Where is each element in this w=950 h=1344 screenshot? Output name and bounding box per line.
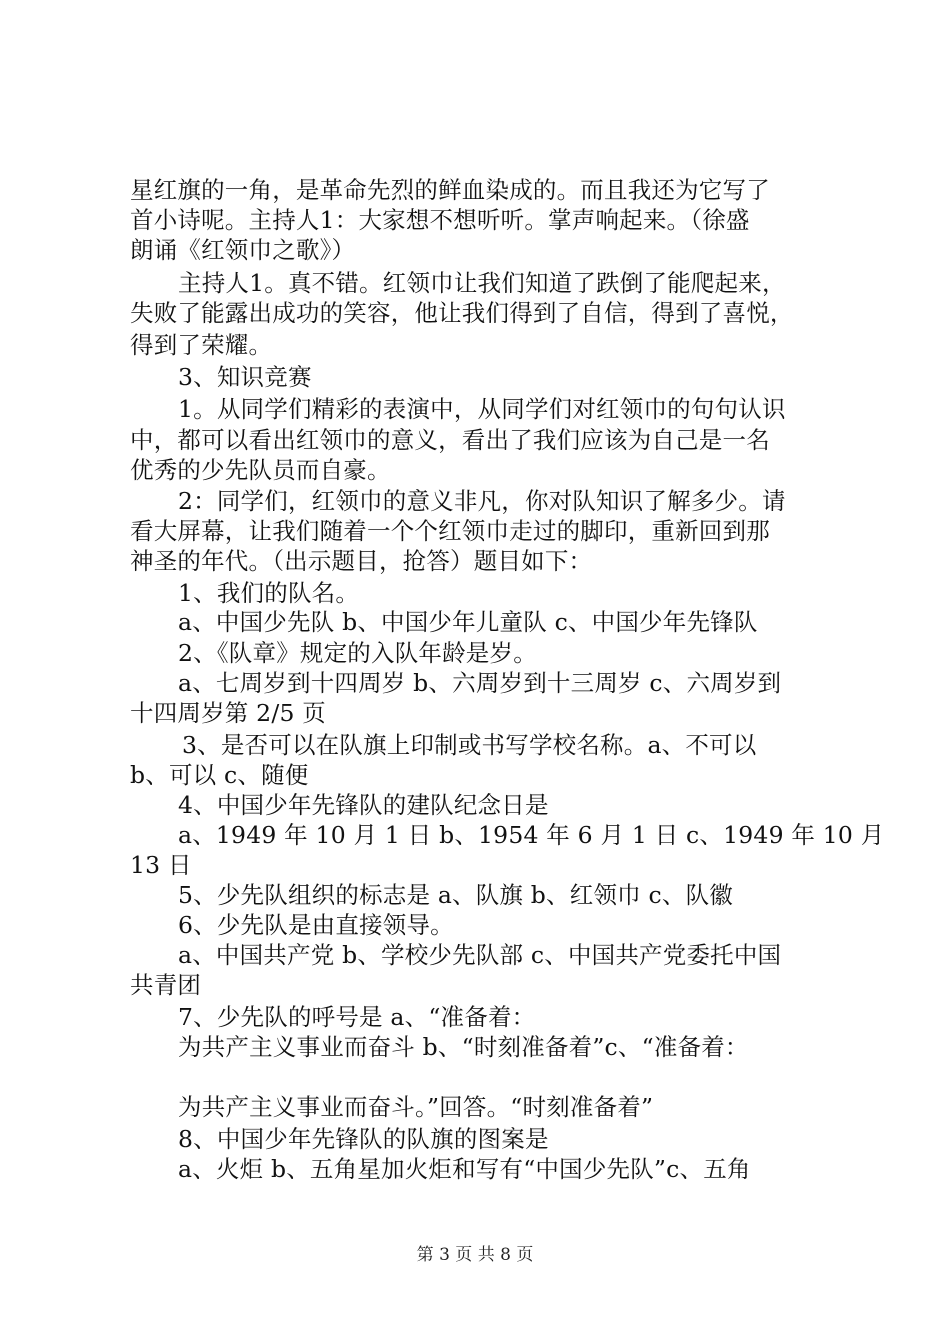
body-line: 中，都可以看出红领巾的意义，看出了我们应该为自己是一名: [130, 426, 770, 454]
answer-options: a、火炬 b、五角星加火炬和写有“中国少先队”c、五角: [178, 1155, 751, 1183]
body-line: 星红旗的一角，是革命先烈的鲜血染成的。而且我还为它写了: [130, 176, 770, 204]
answer-options: 为共产主义事业而奋斗 b、“时刻准备着”c、“准备着：: [178, 1033, 749, 1061]
question-line: 1、我们的队名。: [178, 579, 360, 607]
page-footer: 第 3 页 共 8 页: [416, 1245, 534, 1265]
body-line: 失败了能露出成功的笑容，他让我们得到了自信，得到了喜悦，: [130, 299, 794, 327]
question-line: 5、少先队组织的标志是 a、队旗 b、红领巾 c、队徽: [178, 881, 733, 909]
answer-options: a、七周岁到十四周岁 b、六周岁到十三周岁 c、六周岁到: [178, 669, 782, 697]
answer-options: b、可以 c、随便: [130, 761, 309, 789]
question-line: 8、中国少年先锋队的队旗的图案是: [178, 1125, 549, 1153]
body-line: 2：同学们，红领巾的意义非凡，你对队知识了解多少。请: [178, 487, 786, 515]
question-line: 4、中国少年先锋队的建队纪念日是: [178, 791, 549, 819]
body-line: 得到了荣耀。: [130, 331, 273, 359]
body-line: 首小诗呢。主持人1：大家想不想听听。掌声响起来。（徐盛: [130, 206, 750, 234]
body-line: 1。从同学们精彩的表演中，从同学们对红领巾的句句认识: [178, 395, 786, 423]
answer-options: 共青团: [130, 971, 202, 999]
question-line: 6、少先队是由直接领导。: [178, 911, 454, 939]
body-line: 主持人1。真不错。红领巾让我们知道了跌倒了能爬起来，: [178, 269, 786, 297]
answer-options: 13 日: [130, 851, 192, 879]
body-line: 神圣的年代。（出示题目，抢答）题目如下：: [130, 547, 593, 575]
question-line: 2、《队章》规定的入队年龄是岁。: [178, 639, 537, 667]
body-line: 十四周岁第 2/5 页: [130, 699, 326, 727]
answer-options: a、中国共产党 b、学校少先队部 c、中国共产党委托中国: [178, 941, 782, 969]
answer-options: 为共产主义事业而奋斗。”回答。“时刻准备着”: [178, 1093, 654, 1121]
body-line: 朗诵《红领巾之歌》）: [130, 236, 356, 264]
body-line: 看大屏幕，让我们随着一个个红领巾走过的脚印，重新回到那: [130, 517, 770, 545]
section-heading: 3、知识竞赛: [178, 363, 312, 391]
answer-options: a、中国少先队 b、中国少年儿童队 c、中国少年先锋队: [178, 608, 758, 636]
body-line: 优秀的少先队员而自豪。: [130, 456, 391, 484]
question-line: 3、是否可以在队旗上印制或书写学校名称。a、不可以: [182, 731, 757, 759]
answer-options: a、1949 年 10 月 1 日 b、1954 年 6 月 1 日 c、1949 年 10 月: [178, 821, 885, 849]
question-line: 7、少先队的呼号是 a、“准备着：: [178, 1003, 536, 1031]
